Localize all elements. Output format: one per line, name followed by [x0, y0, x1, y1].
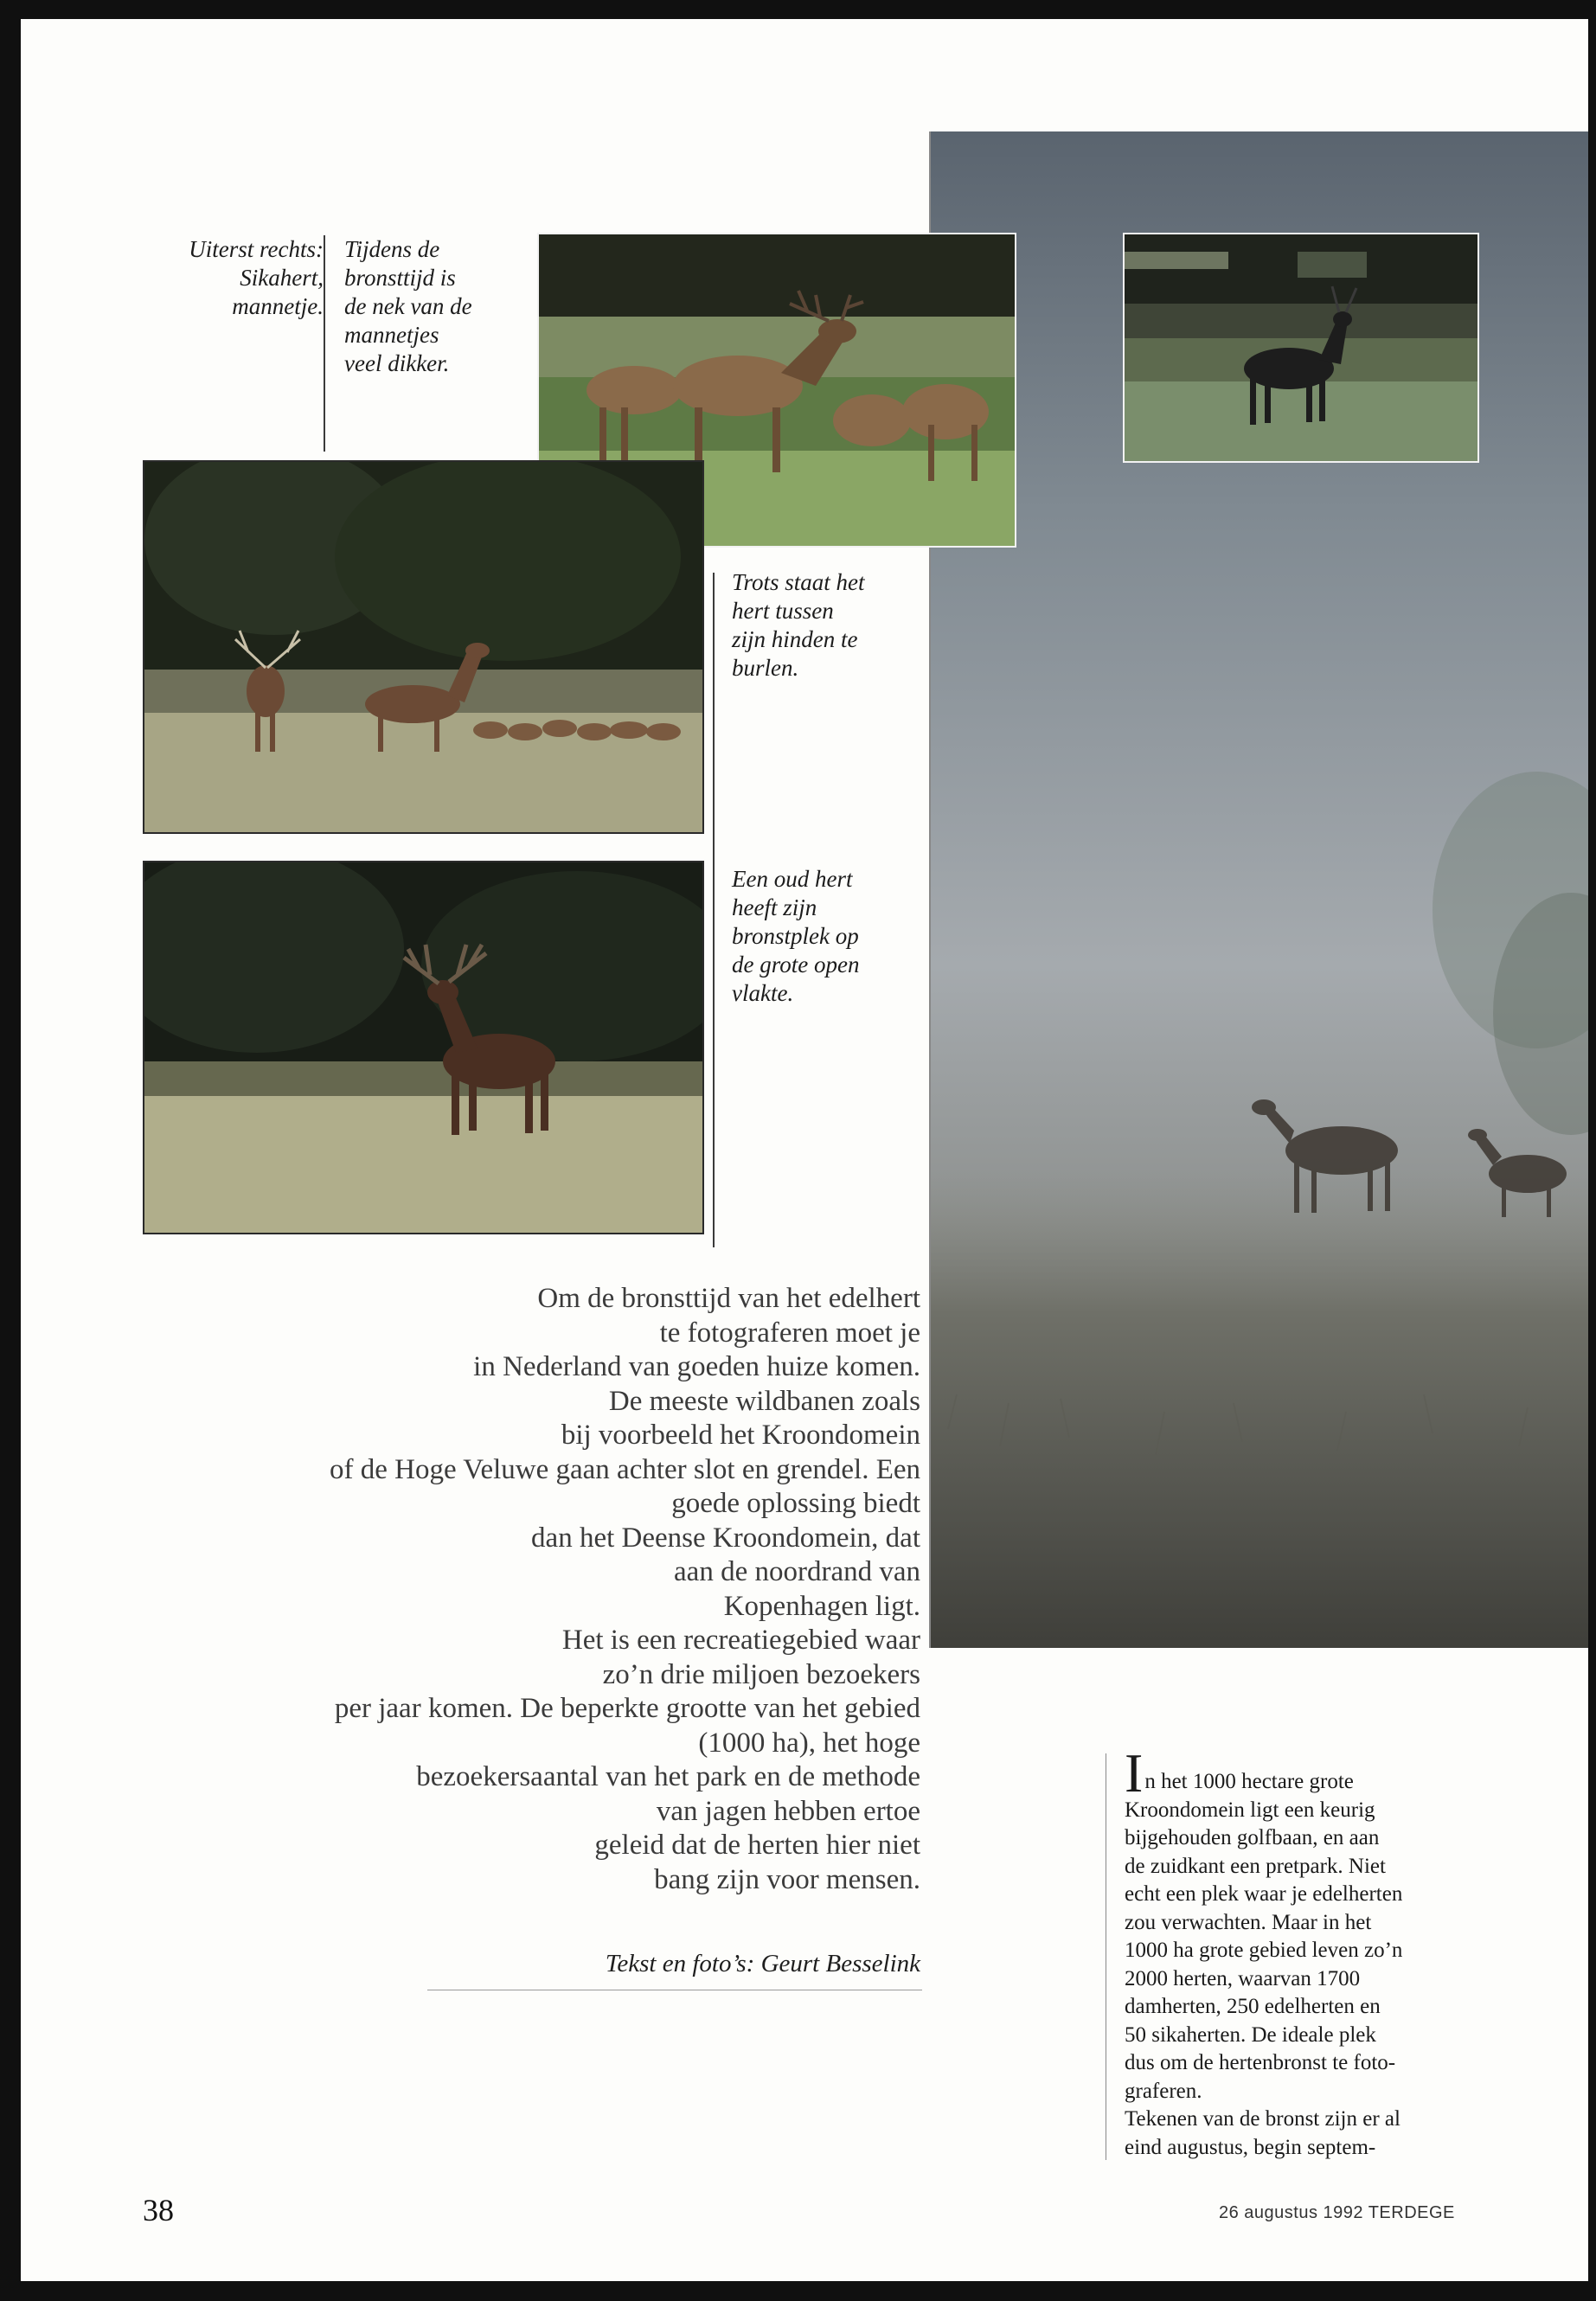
caption-neck-line-5: veel dikker.	[344, 350, 450, 376]
photo-old-stag	[143, 861, 704, 1234]
photo-stag-with-hinds	[143, 460, 704, 834]
caption-neck-line-1: Tijdens de	[344, 236, 440, 262]
body-text	[1125, 1742, 1505, 2162]
caption-old	[732, 865, 859, 1008]
intro-line: Om de bronsttijd van het edelhert	[537, 1283, 920, 1314]
body-line: bijgehouden golfbaan, en aan	[1125, 1826, 1380, 1849]
caption-sika-line-3: mannetje.	[232, 293, 324, 319]
intro-line: dan het Deense Kroondomein, dat	[531, 1522, 920, 1554]
drop-cap: I	[1125, 1742, 1144, 1804]
caption-sika-line-2: Sikahert,	[240, 265, 324, 291]
body-line: 1000 ha grote gebied leven zo’n	[1125, 1939, 1403, 1962]
caption-sika	[125, 235, 324, 321]
caption-proud-line-1: Trots staat het	[732, 569, 865, 595]
intro-line: Het is een recreatiegebied waar	[561, 1625, 920, 1656]
intro-line: bang zijn voor mensen.	[654, 1863, 920, 1895]
caption-neck	[344, 235, 472, 378]
caption-proud-line-2: hert tussen	[732, 598, 834, 624]
intro-line: te fotograferen moet je	[659, 1317, 920, 1349]
photo-sika-deer	[1123, 233, 1479, 463]
page-number: 38	[143, 2193, 174, 2227]
photo-credit: Tekst en foto’s: Geurt Besselink	[605, 1950, 920, 1977]
intro-line: Kopenhagen ligt.	[723, 1590, 920, 1622]
intro-line: in Nederland van goeden huize komen.	[473, 1351, 920, 1382]
caption-old-line-4: de grote open	[732, 952, 860, 977]
issue-footer: 26 augustus 1992 TERDEGE	[1219, 2203, 1455, 2222]
body-line: Kroondomein ligt een keurig	[1125, 1798, 1375, 1822]
magazine-page	[21, 19, 1588, 2281]
caption-proud-line-3: zijn hinden te	[732, 626, 858, 652]
body-line: dus om de hertenbronst te foto-	[1125, 2051, 1396, 2074]
body-line: de zuidkant een pretpark. Niet	[1125, 1854, 1386, 1878]
intro-line: bezoekersaantal van het park en de methode	[416, 1761, 920, 1792]
caption-old-line-2: heeft zijn	[732, 894, 817, 920]
body-line: damherten, 250 edelherten en	[1125, 1995, 1381, 2018]
body-line: graferen.	[1125, 2079, 1202, 2103]
caption-old-line-5: vlakte.	[732, 980, 794, 1006]
caption-proud-line-4: burlen.	[732, 655, 799, 681]
intro-line: (1000 ha), het hoge	[698, 1727, 920, 1759]
body-line: 2000 herten, waarvan 1700	[1125, 1966, 1361, 1990]
caption-sika-line-1: Uiterst rechts:	[189, 236, 324, 262]
caption-rule-2	[713, 573, 715, 1247]
intro-text	[185, 1282, 920, 1897]
intro-line: zo’n drie miljoen bezoekers	[602, 1658, 920, 1690]
body-line: eind augustus, begin septem-	[1125, 2135, 1376, 2159]
caption-neck-line-2: bronsttijd is	[344, 265, 456, 291]
body-first-line-text: n het 1000 hectare grote	[1144, 1770, 1354, 1793]
intro-line: aan de noordrand van	[674, 1556, 920, 1587]
body-line: 50 sikaherten. De ideale plek	[1125, 2022, 1376, 2047]
body-line: zou verwachten. Maar in het	[1125, 1910, 1372, 1934]
intro-line: De meeste wildbanen zoals	[608, 1385, 920, 1417]
caption-old-line-1: Een oud hert	[732, 866, 853, 892]
body-line: echt een plek waar je edelherten	[1125, 1882, 1403, 1906]
body-first-line	[1125, 1742, 1505, 1804]
intro-line: of de Hoge Veluwe gaan achter slot en grendel. Een	[330, 1453, 920, 1485]
body-line: Tekenen van de bronst zijn er al	[1125, 2107, 1401, 2131]
caption-proud	[732, 568, 865, 683]
intro-line: van jagen hebben ertoe	[656, 1795, 920, 1827]
caption-neck-line-3: de nek van de	[344, 293, 472, 319]
caption-neck-line-4: mannetjes	[344, 322, 439, 348]
caption-old-line-3: bronstplek op	[732, 923, 859, 949]
intro-line: per jaar komen. De beperkte grootte van het gebied	[334, 1693, 920, 1724]
intro-line: goede oplossing biedt	[671, 1488, 920, 1519]
caption-rule-1	[324, 235, 325, 452]
intro-line: geleid dat de herten hier niet	[594, 1830, 920, 1861]
intro-line: bij voorbeeld het Kroondomein	[561, 1420, 920, 1451]
